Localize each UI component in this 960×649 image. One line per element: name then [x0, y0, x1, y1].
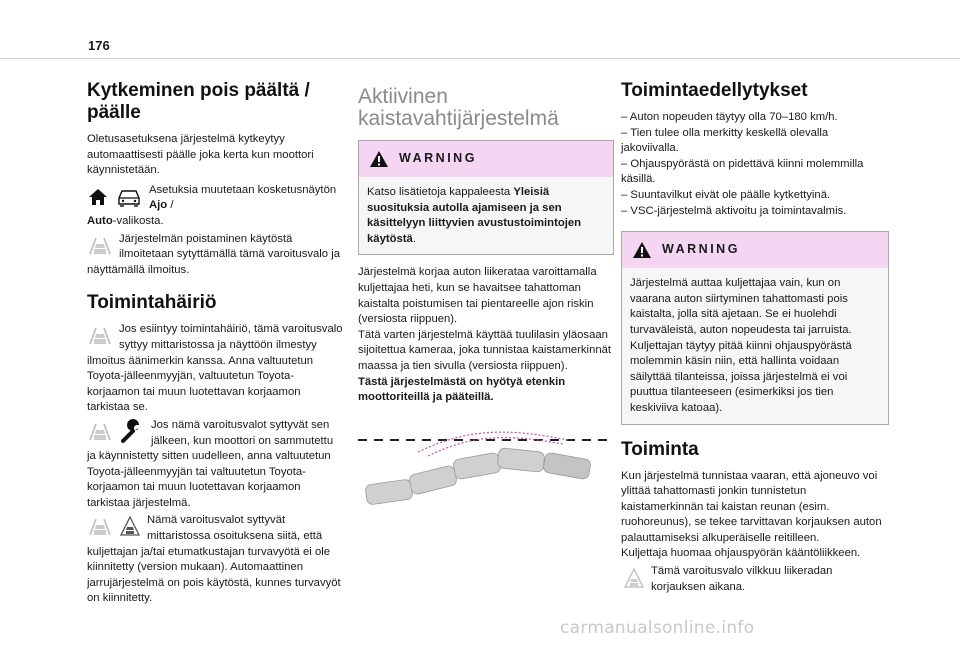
column-middle: [358, 86, 614, 511]
disable-paragraph: [87, 232, 345, 279]
column-right: [621, 80, 889, 595]
lane-warning-icon: [87, 421, 113, 443]
paragraph-steering: Kuljettaja huomaa ohjauspyörän kääntöliikkeen.: [621, 547, 861, 560]
settings-text-ajo: Ajo: [149, 199, 168, 212]
condition-item-1: – Auton nopeuden täytyy olla 70–180 km/h.: [621, 111, 838, 123]
warning-text-link: Yleisiä suosituksia autolla ajamiseen ja sen käsittelyyn liittyvien avustustoimintojen käytöstä: [367, 186, 582, 245]
blink-paragraph: [621, 564, 889, 595]
warning-box-2: [621, 231, 889, 424]
section-title-conditions: Toimintaedellytykset: [621, 80, 808, 101]
paragraph-correction: Järjestelmä korjaa auton liikerataa varoittamalla kuljettajaa heti, kun se havaitsee tahattoman kaistalta poistumisen tai pientareelle ajon riskin (versiosta riippuen).: [358, 266, 597, 326]
warning-triangle-icon: [369, 150, 389, 168]
condition-item-4: – Suuntavilkut eivät ole päälle kytkettyinä.: [621, 188, 831, 201]
warning-text-c: .: [412, 232, 416, 245]
section-title-operation: Toiminta: [621, 438, 699, 460]
paragraph-seatbelt: Nämä varoitusvalot syttyvät mittaristossa osoituksena siitä, että kuljettajan ja/tai etumatkustajan turvavyötä ei ole kiinnitetty (version mukaan). Automaattinen jarrujärjestelmä on pois käytöstä, kunnes turvavyöt on kiinnitetty.: [87, 514, 341, 605]
warning-box-1: [358, 140, 614, 255]
section-title-switching: Kytkeminen pois päältä / päälle: [87, 80, 310, 123]
lane-warning-icon: [87, 235, 113, 257]
lane-correction-illustration: [358, 426, 612, 506]
paragraph-benefit: Tästä järjestelmästä on hyötyä etenkin moottoriteillä ja pääteillä.: [358, 375, 566, 404]
automatic-braking-icon: [119, 515, 141, 539]
lane-warning-icon: [87, 516, 113, 538]
restart-paragraph: [87, 418, 345, 512]
column-left: [87, 80, 345, 607]
watermark-logo: carmanualsonline.info: [560, 618, 755, 638]
section-title-lane-assist: [358, 86, 614, 130]
warning-header: [359, 141, 613, 177]
malfunction-paragraph: [87, 322, 345, 416]
settings-text-a: Asetuksia muutetaan kosketusnäytön: [149, 183, 337, 196]
seatbelt-icons: [87, 513, 141, 541]
warning-text-a: Katso lisätietoja kappaleesta: [367, 186, 514, 198]
paragraph-restart: Jos nämä varoitusvalot syttyvät sen jälkeen, kun moottori on sammutettu ja käynnistetty sitten uudelleen, anna valtuutetun Toyota-jälleenmyyjän tai valtuutetun Toyota-korjaamon tai muun luotettavan korjaamon tarkistaa järjestelmä.: [87, 418, 334, 509]
home-icon: [87, 186, 109, 208]
lane-warning-icon: [87, 325, 113, 347]
header-rule: [0, 58, 960, 59]
warning-title: WARNING: [662, 242, 740, 257]
page-number: 176: [88, 38, 110, 53]
paragraph-disable: Järjestelmän poistaminen käytöstä ilmoitetaan sytyttämällä tämä varoitusvalo ja näyttämällä ilmoitus.: [87, 232, 341, 276]
section-title-malfunction: Toimintahäiriö: [87, 292, 217, 314]
malfunction-icon-wrap: [87, 322, 113, 350]
lane-warning-icon-wrap: [623, 564, 645, 592]
lane-warning-icon: [623, 567, 645, 589]
warning-title: WARNING: [399, 151, 477, 166]
settings-icons: [87, 183, 143, 211]
restart-icons: [87, 418, 145, 446]
wrench-icon: [119, 419, 145, 445]
warning-triangle-icon: [632, 241, 652, 259]
paragraph-operation: Kun järjestelmä tunnistaa vaaran, että ajoneuvo voi ylittää tahattomasti jonkin tunnistetun kaistamerkinnän tai kaistan reunan (esim. ruohoreunus), se tekee tarvittavan korjauksen auton palauttamiseksi alkuperäiselle reitilleen.: [621, 469, 882, 544]
paragraph-camera: Tätä varten järjestelmä käyttää tuulilasin yläosaan sijoitettua kameraa, joka tunnistaa kaistamerkinnät maassa ja tien sivulla (versiosta riippuen).: [358, 328, 612, 372]
condition-item-5: – VSC-järjestelmä aktivoitu ja toimintavalmis.: [621, 204, 847, 217]
paragraph-malfunction: Jos esiintyy toimintahäiriö, tämä varoitusvalo syttyy mittaristossa ja näyttöön ilmestyy ilmoitus äänimerkin kanssa. Anna valtuutetun Toyota-jälleenmyyjän, valtuutetun Toyota-korjaamon tai muun luotettavan korjaamon tarkistaa se.: [87, 323, 343, 414]
warning-body: Järjestelmä auttaa kuljettajaa vain, kun on vaarana auton siirtyminen tahattomasti pois kaistalta, jolla sitä ajetaan. Se ei huolehdi turvaväleistä, auton nopeudesta tai jarruista. Kuljettajan täytyy pitää kiinni ohjauspyörästä molemmin käsin niin, että hallinta voidaan säilyttää tilanteissa, joissa järjestelmä ei voi puuttua tilanteeseen (esimerkiksi jos tien keskiviiva katoaa).: [630, 277, 852, 414]
seatbelt-paragraph: [87, 513, 345, 607]
title-line-1: Aktiivinen: [358, 85, 448, 108]
settings-text-slash: /: [167, 199, 174, 212]
condition-item-3: – Ohjauspyörästä on pidettävä kiinni molemmilla käsillä.: [621, 157, 864, 186]
settings-text-auto: Auto: [87, 214, 113, 227]
condition-item-2: – Tien tulee olla merkitty keskellä olevalla jakoviivalla.: [621, 126, 829, 155]
paragraph-default: Oletusasetuksena järjestelmä kytkeytyy automaattisesti päälle joka kerta kun moottori käynnistetään.: [87, 133, 314, 177]
settings-paragraph: [87, 183, 345, 230]
warning-header: [622, 232, 888, 268]
settings-text-menu: -valikosta.: [112, 214, 164, 227]
title-line-2: kaistavahtijärjestelmä: [358, 107, 559, 130]
car-icon: [115, 186, 143, 208]
warning-body: [359, 177, 613, 254]
paragraph-blink: Tämä varoitusvalo vilkkuu liikeradan korjauksen aikana.: [651, 565, 833, 593]
lane-warning-icon-wrap: [87, 232, 113, 260]
